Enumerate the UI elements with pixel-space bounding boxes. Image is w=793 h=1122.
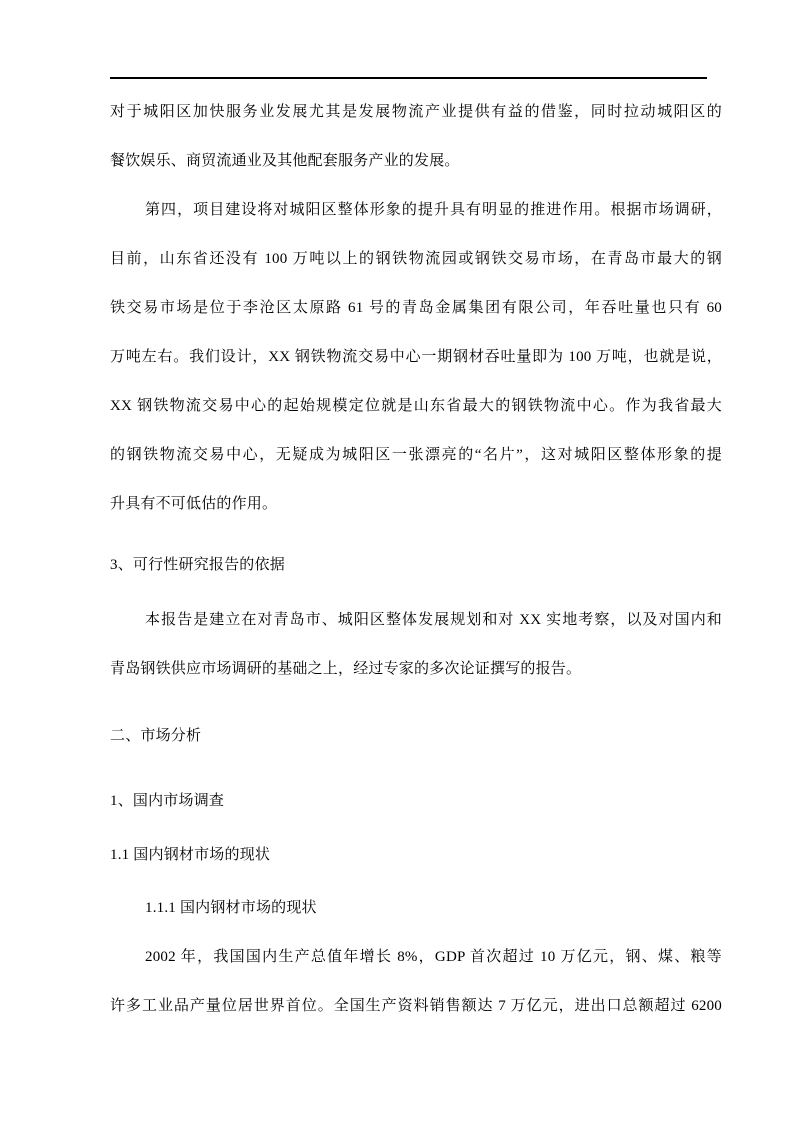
heading-market-analysis: 二、市场分析 [110,728,202,744]
text-line: 2002 年，我国国内生产总值年增长 8%，GDP 首次超过 10 万亿元，钢、煤、粮等 [145,949,722,965]
text-line: 万吨左右。我们设计，XX 钢铁物流交易中心一期钢材吞吐量即为 100 万吨，也就是说， [110,349,722,365]
paragraph [110,186,722,529]
header-rule [110,77,707,79]
text-line: 的钢铁物流交易中心，无疑成为城阳区一张漂亮的“名片”，这对城阳区整体形象的提 [110,447,722,463]
text-line: 第四，项目建设将对城阳区整体形象的提升具有明显的推进作用。根据市场调研， [145,202,722,218]
paragraph [110,933,722,1031]
text-line: 餐饮娱乐、商贸流通业及其他配套服务产业的发展。 [110,153,460,169]
heading-domestic-steel-market-status-sub: 1.1.1 国内钢材市场的现状 [145,900,317,916]
text-line: 本报告是建立在对青岛市、城阳区整体发展规划和对 XX 实地考察，以及对国内和 [145,612,722,628]
heading-domestic-market-survey: 1、国内市场调查 [110,793,225,809]
heading-domestic-steel-market-status: 1.1 国内钢材市场的现状 [110,847,271,863]
text-line: 目前，山东省还没有 100 万吨以上的钢铁物流园或钢铁交易市场，在青岛市最大的钢 [110,251,722,267]
heading-feasibility-report-basis: 3、可行性研究报告的依据 [110,557,285,573]
text-line: 许多工业品产量位居世界首位。全国生产资料销售额达 7 万亿元，进出口总额超过 6200 [110,998,722,1014]
document-content [110,88,722,1031]
text-line: XX 钢铁物流交易中心的起始规模定位就是山东省最大的钢铁物流中心。作为我省最大 [110,398,722,414]
paragraph [110,88,722,186]
text-line: 青岛钢铁供应市场调研的基础之上，经过专家的多次论证撰写的报告。 [110,661,582,677]
text-line: 升具有不可低估的作用。 [110,496,278,512]
paragraph [110,596,722,694]
text-line: 对于城阳区加快服务业发展尤其是发展物流产业提供有益的借鉴，同时拉动城阳区的 [110,104,722,120]
text-line: 铁交易市场是位于李沧区太原路 61 号的青岛金属集团有限公司，年吞吐量也只有 60 [110,300,722,316]
